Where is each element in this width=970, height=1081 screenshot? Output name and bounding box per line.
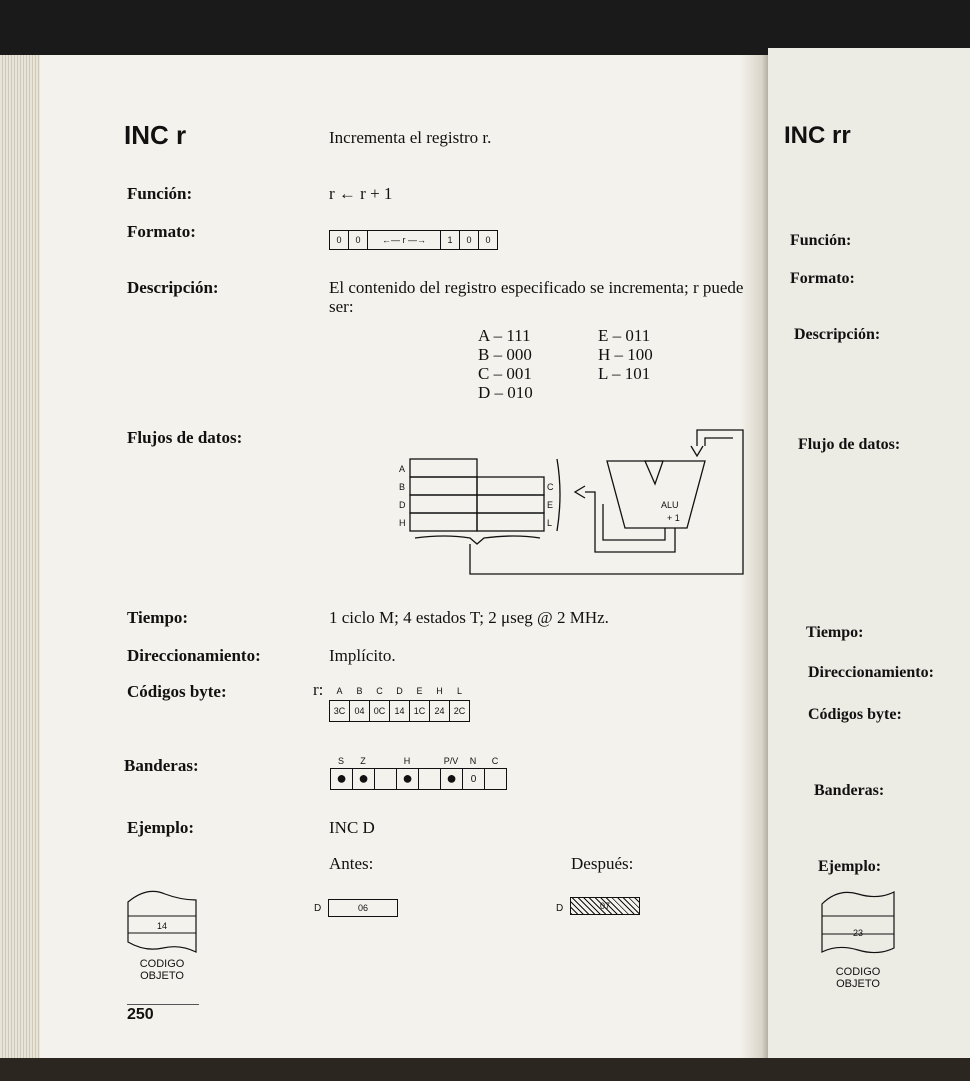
flag-name: H: [403, 756, 411, 766]
flag-value: ●: [358, 768, 369, 788]
right-label-tiempo: Tiempo:: [806, 624, 864, 641]
object-code-label1: CODIGO: [139, 958, 185, 970]
codigos-byte-cell: 24: [430, 701, 450, 722]
codigos-byte-cell: 3C: [330, 701, 350, 722]
label-ejemplo: Ejemplo:: [127, 818, 195, 837]
right-label-banderas: Banderas:: [814, 782, 885, 799]
codigos-reg-label: H: [436, 686, 443, 696]
register-code: B – 000: [478, 345, 532, 364]
diagram-alu-op: + 1: [667, 513, 680, 523]
reg-value-after: 07: [570, 897, 640, 915]
format-bit-register-field: ←— r —→: [368, 231, 441, 250]
page-title: INC r: [124, 120, 187, 150]
right-page-title: INC rr: [784, 122, 851, 149]
codigos-reg-label: B: [356, 686, 363, 696]
direccionamiento-text: Implícito.: [329, 646, 396, 665]
flag-name: [374, 756, 396, 766]
diagram-reg-label: D: [399, 500, 406, 510]
descripcion-line2: ser:: [329, 297, 354, 316]
right-label-formato: Formato:: [790, 270, 855, 287]
register-code: C – 001: [478, 364, 532, 383]
descripcion-line1: El contenido del registro especificado se incrementa; r puede: [329, 278, 744, 297]
right-label-ejemplo: Ejemplo:: [818, 858, 882, 875]
right-label-funcion: Función:: [790, 232, 852, 249]
antes-label: Antes:: [329, 854, 374, 873]
label-tiempo: Tiempo:: [127, 608, 189, 627]
register-codes-right: [598, 326, 653, 383]
flag-value: ●: [336, 768, 347, 788]
flags-header: [330, 756, 507, 766]
codigos-byte-cell: 0C: [370, 701, 390, 722]
format-bit: 0: [460, 231, 479, 250]
flag-name: C: [491, 756, 499, 766]
label-codigos: Códigos byte:: [127, 682, 227, 701]
codigos-byte-cell: 14: [390, 701, 410, 722]
flag-name: S: [337, 756, 344, 766]
page-number-rule: [127, 1004, 199, 1005]
title-description: Incrementa el registro r.: [329, 128, 492, 147]
label-descripcion: Descripción:: [127, 278, 219, 297]
reg-name-after: D: [556, 903, 564, 914]
diagram-reg-label: C: [547, 482, 554, 492]
register-codes-left: [478, 326, 533, 402]
flag-cell: [330, 768, 353, 790]
reg-name-before: D: [314, 903, 322, 914]
format-bits-table: [329, 230, 498, 250]
codigos-reg-label: L: [456, 686, 462, 696]
flag-value: 0: [470, 774, 477, 785]
right-object-code-value: 23: [852, 928, 863, 938]
label-banderas: Banderas:: [124, 756, 199, 775]
label-flujos: Flujos de datos:: [127, 428, 243, 447]
codigos-byte-cell: 2C: [450, 701, 470, 722]
despues-label: Después:: [571, 854, 634, 873]
right-label-flujo: Flujo de datos:: [798, 436, 901, 453]
reg-value-before: 06: [328, 899, 398, 917]
right-label-codigos: Códigos byte:: [808, 706, 902, 723]
codigos-byte-cell: 1C: [410, 701, 430, 722]
diagram-alu-label: ALU: [661, 500, 679, 510]
codigos-reg-label: A: [336, 686, 343, 696]
format-bit: 0: [349, 231, 368, 250]
data-flow-diagram: [395, 424, 750, 584]
register-code: H – 100: [598, 345, 653, 364]
flag-cell: [396, 768, 419, 790]
funcion-text: r ← r + 1: [329, 184, 393, 203]
register-code: A – 111: [478, 326, 531, 345]
codigos-byte-cell: 04: [350, 701, 370, 722]
format-bit: 0: [330, 231, 349, 250]
flag-name: [418, 756, 440, 766]
right-label-direccionamiento: Direccionamiento:: [808, 664, 934, 681]
diagram-reg-label: L: [547, 518, 553, 528]
flag-cell: [418, 768, 441, 790]
right-label-descripcion: Descripción:: [794, 326, 881, 343]
register-code: E – 011: [598, 326, 651, 345]
diagram-reg-label: H: [399, 518, 406, 528]
right-object-code-label2: OBJETO: [836, 978, 880, 990]
flag-cell: [352, 768, 375, 790]
codigos-reg-label: C: [376, 686, 383, 696]
diagram-reg-label: B: [399, 482, 406, 492]
flag-cell: [484, 768, 507, 790]
codigos-prefix: r:: [313, 680, 324, 699]
flags-register: [330, 756, 507, 790]
register-code: L – 101: [598, 364, 651, 383]
book-bottom-edge: [0, 1058, 970, 1081]
diagram-reg-label: A: [399, 464, 406, 474]
label-direccionamiento: Direccionamiento:: [127, 646, 261, 665]
flag-value: ●: [446, 768, 457, 788]
tiempo-text: 1 ciclo M; 4 estados T; 2 μseg @ 2 MHz.: [329, 608, 609, 627]
flag-name: N: [469, 756, 477, 766]
flags-cells: [330, 768, 507, 790]
label-formato: Formato:: [127, 222, 196, 241]
flag-cell: [462, 768, 485, 790]
right-page: [768, 48, 970, 1063]
flag-cell: [440, 768, 463, 790]
page-number: 250: [127, 1006, 154, 1023]
flag-name: Z: [360, 756, 366, 766]
format-bit: 0: [479, 231, 498, 250]
register-code: D – 010: [478, 383, 533, 402]
right-object-code-label1: CODIGO: [835, 966, 881, 978]
codigos-reg-label: E: [416, 686, 423, 696]
label-funcion: Función:: [127, 184, 193, 203]
codigos-reg-label: D: [396, 686, 403, 696]
ejemplo-instruction: INC D: [329, 818, 375, 837]
diagram-reg-label: E: [547, 500, 554, 510]
flag-value: ●: [402, 768, 413, 788]
flag-cell: [374, 768, 397, 790]
format-bit: 1: [441, 231, 460, 250]
object-code-value: 14: [156, 921, 167, 931]
right-object-code-graphic: [818, 886, 898, 958]
codigos-header: [329, 682, 470, 722]
flag-name: P/V: [443, 756, 459, 766]
object-code-label2: OBJETO: [140, 970, 184, 982]
